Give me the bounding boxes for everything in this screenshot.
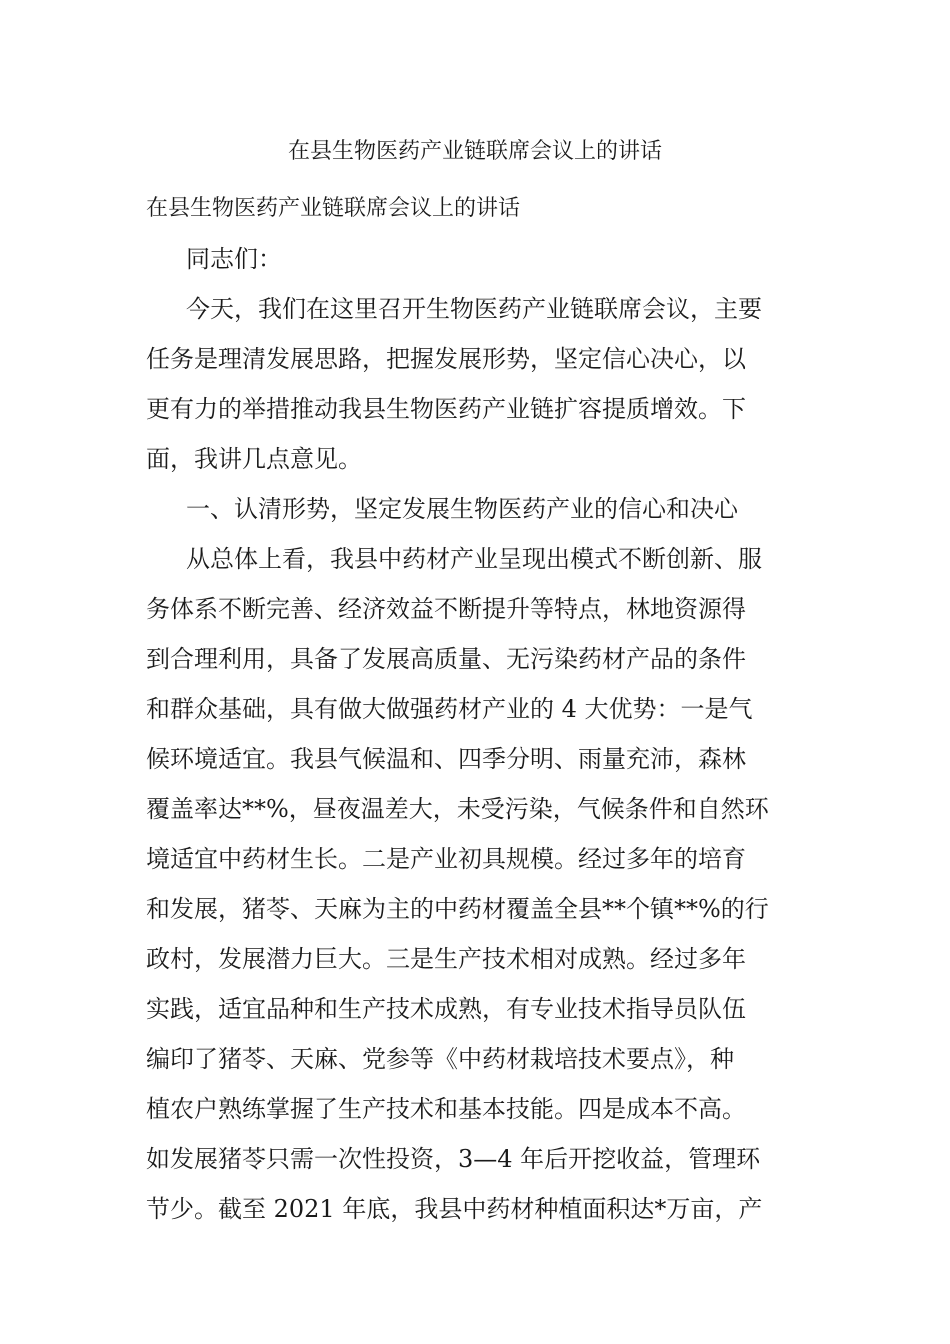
body-line: 覆盖率达**%，昼夜温差大，未受污染，气候条件和自然环 bbox=[146, 795, 769, 823]
document-title: 在县生物医药产业链联席会议上的讲话 bbox=[287, 139, 662, 164]
body-line: 和群众基础，具有做大做强药材产业的 4 大优势：一是气 bbox=[146, 695, 753, 723]
body-line: 一、认清形势，坚定发展生物医药产业的信心和决心 bbox=[186, 495, 738, 523]
body-line: 到合理利用，具备了发展高质量、无污染药材产品的条件 bbox=[146, 645, 746, 673]
document-body bbox=[146, 184, 816, 1234]
body-line: 任务是理清发展思路，把握发展形势，坚定信心决心，以 bbox=[146, 345, 746, 373]
body-line: 境适宜中药材生长。二是产业初具规模。经过多年的培育 bbox=[146, 845, 746, 873]
body-line: 政村，发展潜力巨大。三是生产技术相对成熟。经过多年 bbox=[146, 945, 746, 973]
body-line: 编印了猪苓、天麻、党参等《中药材栽培技术要点》，种 bbox=[146, 1045, 734, 1073]
body-line: 面，我讲几点意见。 bbox=[146, 445, 362, 473]
body-line: 今天，我们在这里召开生物医药产业链联席会议，主要 bbox=[186, 295, 762, 323]
body-line: 更有力的举措推动我县生物医药产业链扩容提质增效。下 bbox=[146, 395, 746, 423]
body-line: 如发展猪苓只需一次性投资，3—4 年后开挖收益，管理环 bbox=[146, 1145, 761, 1173]
body-line: 实践，适宜品种和生产技术成熟，有专业技术指导员队伍 bbox=[146, 995, 746, 1023]
body-line: 植农户熟练掌握了生产技术和基本技能。四是成本不高。 bbox=[146, 1095, 746, 1123]
body-line: 从总体上看，我县中药材产业呈现出模式不断创新、服 bbox=[186, 545, 762, 573]
body-line: 务体系不断完善、经济效益不断提升等特点，林地资源得 bbox=[146, 595, 746, 623]
body-line: 候环境适宜。我县气候温和、四季分明、雨量充沛，森林 bbox=[146, 745, 746, 773]
body-line: 同志们： bbox=[186, 245, 282, 273]
body-line: 和发展，猪苓、天麻为主的中药材覆盖全县**个镇**%的行 bbox=[146, 895, 769, 923]
body-line: 节少。截至 2021 年底，我县中药材种植面积达*万亩，产 bbox=[146, 1195, 763, 1223]
document-subtitle: 在县生物医药产业链联席会议上的讲话 bbox=[146, 196, 521, 221]
